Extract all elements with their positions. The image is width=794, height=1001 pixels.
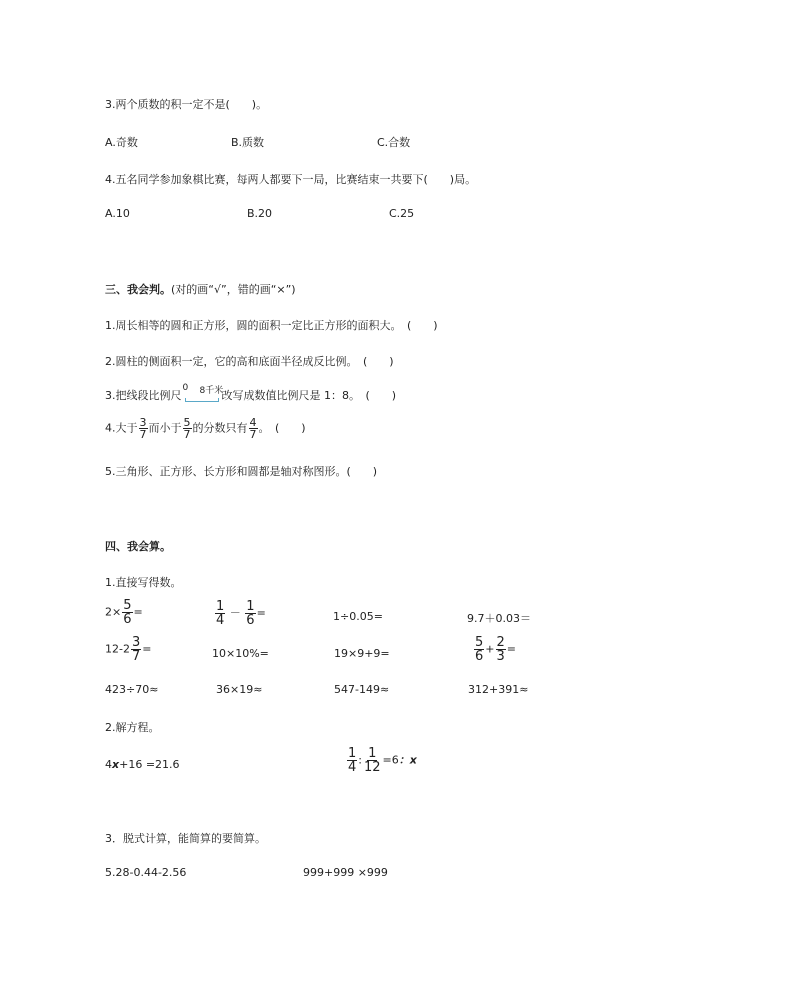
fraction [215,600,225,627]
judge-item-4-mid1: 而小于 [148,421,182,435]
calc-r1-c2 [214,600,266,627]
operator: + [485,642,495,656]
denominator: 3 [496,649,505,664]
judge-item-1: 1.周长相等的圆和正方形，圆的面积一定比正方形的面积大。 ( ) [105,319,438,332]
subsection-2-title: 2.解方程。 [105,721,160,734]
section-4-title: 四、我会算。 [105,540,171,553]
judge-item-2: 2.圆柱的侧面积一定，它的高和底面半径成反比例。 ( ) [105,355,394,368]
fraction [139,417,148,440]
denominator: 4 [348,760,357,775]
variable-x: x [112,758,120,771]
option-c: C.合数 [377,136,411,149]
numerator: 1 [216,599,225,614]
fraction [474,636,484,663]
option-a: A.10 [105,207,130,220]
denominator: 7 [139,428,147,441]
option-a: A.奇数 [105,136,138,149]
judge-item-3-tail: 改写成数值比例尺是 1：8。 ( ) [221,389,397,402]
scale-unit: 8千米 [199,386,224,396]
fraction [496,636,506,663]
numerator: 1 [348,746,357,761]
calc-r1-c3: 1÷0.05= [333,610,383,623]
calc-r2-c4 [473,636,516,663]
expr-text: 2× [105,605,122,619]
question-4 [105,171,476,187]
scale-zero: 0 [182,383,189,393]
expr-text: = [142,642,152,656]
fraction [347,747,357,774]
subsection-3-title: 3．脱式计算，能简算的要简算。 [105,832,266,845]
section-3-instruction: (对的画“√”，错的画“×”) [171,283,296,296]
operator: : [358,753,362,767]
judge-item-5: 5.三角形、正方形、长方形和圆都是轴对称图形。( ) [105,465,378,478]
calc-r2-c2: 10×10%= [212,647,269,660]
calc-r3-c4: 312+391≈ [468,683,529,696]
fraction [122,599,132,626]
calc-r1-c1 [105,599,143,626]
denominator: 6 [246,613,255,628]
question-3-text: 3.两个质数的积一定不是( )。 [105,98,268,111]
calc-r2-c1 [105,636,151,663]
fraction [363,747,382,774]
equation-2 [346,747,417,774]
denominator: 7 [131,649,141,664]
calc-r3-c3: 547-149≈ [334,683,390,696]
option-b: B.20 [247,207,273,220]
equation-1 [105,758,180,771]
section-3-heading [105,281,296,297]
numerator: 1 [246,599,255,614]
judge-item-4-mid2: 的分数只有 [192,421,248,435]
denominator: 4 [216,613,225,628]
section-3-title: 三、我会判。 [105,283,171,296]
fraction [245,600,255,627]
numerator: 4 [249,416,257,429]
numerator: 3 [139,416,147,429]
judge-item-4-tail: 。 ( ) [258,421,306,435]
numerator: 2 [496,635,505,650]
denominator: 7 [183,428,191,441]
calc-r3-c1: 423÷70≈ [105,683,159,696]
calc-step-2: 999+999 ×999 [303,866,388,879]
expr-text: = [506,642,516,656]
expr-text: +16 =21.6 [119,758,180,771]
calc-r2-c3: 19×9+9= [334,647,390,660]
option-b: B.质数 [231,136,265,149]
denominator: 12 [364,760,381,775]
calc-r3-c2: 36×19≈ [216,683,263,696]
question-4-text: 4.五名同学参加象棋比赛，每两人都要下一局，比赛结束一共要下( )局。 [105,173,477,186]
numerator: 3 [131,635,141,650]
scale-bar [185,398,219,402]
calc-step-1: 5.28-0.44-2.56 [105,866,187,879]
calc-r1-c4: 9.7＋0.03＝ [467,612,531,625]
question-3 [105,96,267,112]
expr-text: = [133,605,143,619]
denominator: 6 [475,649,484,664]
numerator: 1 [368,746,377,761]
expr-text: 4 [105,758,112,771]
subsection-1-title: 1.直接写得数。 [105,576,182,589]
numerator: 5 [123,598,132,613]
numerator: 5 [475,635,484,650]
variable-x: ：x [398,753,417,767]
expr-text: = [256,606,266,620]
judge-item-4 [105,417,306,440]
fraction [131,636,141,663]
judge-item-3 [105,383,397,403]
denominator: 7 [249,428,257,441]
numerator: 5 [183,416,191,429]
expr-text: =6 [382,753,399,767]
judge-item-3-text: 3.把线段比例尺 [105,389,182,402]
line-scale-graphic [182,383,224,403]
fraction [183,417,192,440]
fraction [249,417,258,440]
denominator: 6 [123,612,132,627]
operator: － [229,606,241,620]
judge-item-4-text: 4.大于 [105,421,138,435]
option-c: C.25 [389,207,415,220]
expr-text: 12-2 [105,642,130,656]
